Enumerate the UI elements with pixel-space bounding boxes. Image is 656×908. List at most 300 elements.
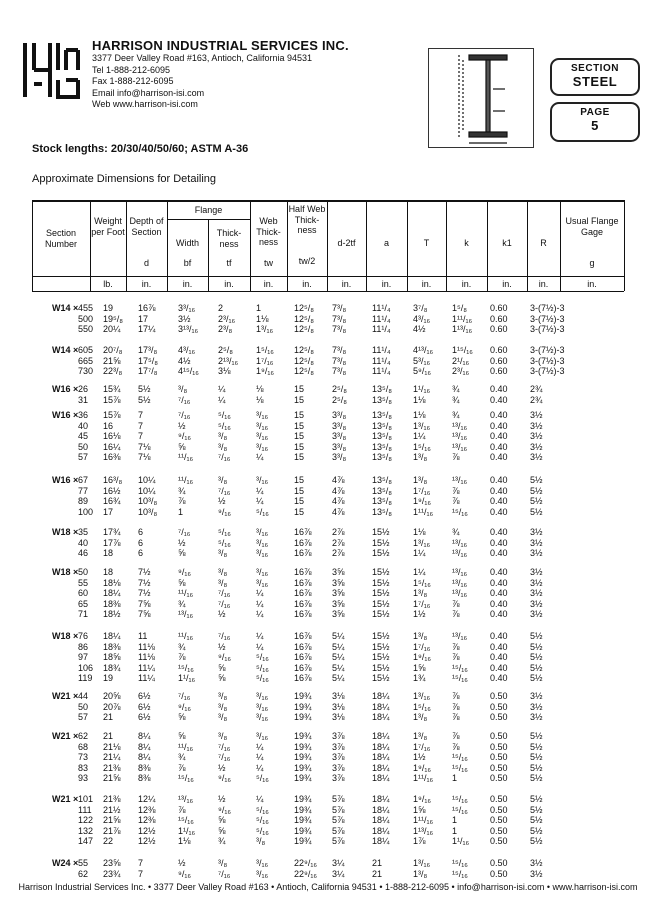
- table-cell: ³/₁₆: [256, 537, 269, 548]
- table-cell: 5⅞: [332, 825, 345, 836]
- table-cell: 0.50: [490, 731, 508, 741]
- table-cell: 0.50: [490, 825, 508, 836]
- table-cell: 1⅝: [413, 662, 426, 673]
- table-cell: 1¹/₁₆: [178, 673, 196, 684]
- stock-lengths: Stock lengths: 20/30/40/50/60; ASTM A-36: [32, 143, 249, 155]
- table-cell: ½: [218, 609, 226, 620]
- table-cell: 8⅜: [138, 762, 151, 773]
- table-cell: 15: [294, 420, 305, 431]
- table-cell: 17³/₈: [138, 345, 158, 355]
- table-cell: 5½: [138, 394, 151, 405]
- table-cell: 20¼: [103, 324, 121, 335]
- table-cell: 21½: [103, 804, 121, 815]
- table-row: [32, 356, 632, 367]
- table-cell: 1³/₁₆: [256, 324, 274, 335]
- table-cell: 16: [103, 420, 114, 431]
- table-cell: ³/₁₆: [256, 691, 269, 701]
- table-cell: 5½: [530, 631, 543, 641]
- table-cell: 13⁵/₈: [372, 394, 392, 405]
- table-row: [32, 652, 632, 663]
- table-cell: 11⅛: [138, 641, 155, 652]
- section-number: W18 ×: [52, 567, 79, 577]
- table-cell: ³/₈: [256, 836, 266, 847]
- table-cell: 5½: [530, 506, 543, 517]
- table-cell: ³/₈: [218, 691, 228, 701]
- table-cell: 5¼: [332, 652, 345, 663]
- table-cell: ³/₁₆: [256, 567, 269, 577]
- table-cell: 18¼: [372, 731, 390, 741]
- table-cell: ⁹/₁₆: [218, 804, 232, 815]
- section-tag-value: STEEL: [572, 74, 618, 89]
- table-cell: ⁵/₁₆: [218, 420, 231, 431]
- table-cell: ¼: [256, 752, 264, 763]
- table-cell: 3³/₈: [332, 431, 347, 442]
- table-cell: ⅞: [452, 598, 460, 609]
- table-cell: 1⁵/₈: [452, 303, 467, 313]
- company-web[interactable]: Web www.harrison-isi.com: [92, 99, 198, 109]
- table-cell: 7⅝: [138, 598, 151, 609]
- table-cell: 18¼: [372, 712, 390, 723]
- table-cell: ⁷/₁₆: [178, 394, 191, 405]
- table-cell: 7⅝: [138, 609, 151, 620]
- header-depth: Depth of Section: [129, 216, 164, 237]
- table-cell: ¾: [452, 394, 460, 405]
- table-cell: 16⅞: [294, 577, 312, 588]
- table-cell: ¹⁵/₁₆: [452, 762, 468, 773]
- table-cell: 6½: [138, 691, 151, 701]
- table-cell: 5½: [530, 804, 543, 815]
- table-cell: ⁹/₁₆: [178, 701, 192, 712]
- table-cell: 18½: [103, 609, 121, 620]
- table-cell: 6: [138, 527, 144, 537]
- table-cell: ¼: [256, 641, 264, 652]
- table-cell: 11¹/₄: [372, 324, 391, 335]
- company-address: 3377 Deer Valley Road #163, Antioch, California 94531: [92, 53, 312, 63]
- table-cell: ⁹/₁₆: [178, 868, 192, 879]
- table-cell: 3½: [530, 701, 543, 712]
- table-cell: ³/₁₆: [256, 712, 269, 723]
- table-cell: 0.60: [490, 313, 508, 324]
- table-cell: ⅞: [178, 762, 186, 773]
- table-cell: 21: [372, 868, 383, 879]
- table-cell: ¹³/₁₆: [452, 431, 468, 442]
- table-cell: 8¼: [138, 752, 151, 763]
- table-cell: 13⁵/₈: [372, 452, 392, 463]
- table-cell: 13⁵/₈: [372, 496, 392, 507]
- table-cell: 21⅜: [103, 794, 121, 804]
- table-row: [32, 731, 632, 742]
- unit-cell: in.: [182, 279, 193, 289]
- header-web: Web Thick-ness: [256, 216, 281, 247]
- table-cell: 730: [78, 366, 94, 377]
- table-cell: ¾: [452, 410, 460, 420]
- table-cell: 16⅞: [294, 527, 312, 537]
- table-cell: ⁵/₁₆: [218, 410, 231, 420]
- table-cell: 1⁵/₁₆: [413, 577, 431, 588]
- table-cell: 3⅞: [332, 773, 345, 784]
- header-divider: [32, 276, 624, 277]
- table-cell: 71: [78, 609, 89, 620]
- table-cell: 3-(7½)-3: [530, 313, 565, 324]
- table-cell: 19⁵/₈: [103, 313, 123, 324]
- table-cell: 4⅞: [332, 496, 345, 507]
- table-cell: 3½: [530, 691, 543, 701]
- table-cell: 12½: [138, 836, 156, 847]
- table-cell: ¹¹/₁₆: [178, 475, 194, 485]
- table-cell: 21⅝: [103, 815, 121, 826]
- table-cell: ³/₈: [218, 577, 228, 588]
- table-row: [32, 345, 632, 356]
- table-cell: ¹⁵/₁₆: [178, 815, 194, 826]
- table-cell: 0.40: [490, 441, 508, 452]
- table-cell: 0.40: [490, 410, 508, 420]
- table-cell: ¹³/₁₆: [452, 548, 468, 559]
- section-number: W18 ×: [52, 527, 79, 537]
- table-cell: 1³/₁₆: [413, 537, 431, 548]
- table-cell: 12⁵/₈: [294, 366, 314, 377]
- table-cell: 3⅞: [332, 731, 345, 741]
- table-cell: 2⅞: [332, 548, 345, 559]
- table-cell: 18¼: [372, 691, 390, 701]
- table-cell: 3³/₈: [332, 452, 347, 463]
- table-cell: ⁵/₁₆: [256, 662, 269, 673]
- table-subtitle: Approximate Dimensions for Detailing: [32, 173, 217, 185]
- table-cell: 15½: [372, 631, 390, 641]
- table-cell: 5½: [530, 652, 543, 663]
- table-cell: ³/₁₆: [256, 731, 269, 741]
- table-cell: 3½: [530, 420, 543, 431]
- unit-cell: in.: [502, 279, 512, 289]
- table-cell: 13⁵/₈: [372, 506, 392, 517]
- table-cell: ³/₈: [218, 475, 228, 485]
- table-cell: 18⅜: [103, 598, 121, 609]
- table-cell: 10³/₈: [138, 496, 158, 507]
- table-cell: 19¾: [294, 741, 312, 752]
- table-cell: 1³/₁₆: [413, 691, 431, 701]
- table-cell: 100: [78, 506, 94, 517]
- table-cell: 3½: [530, 577, 543, 588]
- table-cell: 101: [78, 794, 94, 804]
- table-cell: 17: [103, 506, 114, 517]
- company-fax: Fax 1-888-212-6095: [92, 76, 174, 86]
- table-cell: 147: [78, 836, 94, 847]
- table-cell: 18¼: [372, 762, 390, 773]
- table-cell: 7: [138, 868, 144, 879]
- unit-cell: lb.: [103, 279, 113, 289]
- table-cell: 73: [78, 752, 89, 763]
- table-cell: 13⁵/₈: [372, 485, 392, 496]
- table-cell: 4³/₁₆: [178, 345, 196, 355]
- table-cell: 1⅞: [413, 836, 426, 847]
- table-cell: ⁹/₁₆: [218, 506, 232, 517]
- table-cell: ⅛: [256, 394, 264, 405]
- col-rule: [624, 200, 625, 291]
- table-cell: 26: [78, 384, 89, 394]
- table-cell: 16⅞: [294, 641, 312, 652]
- table-cell: 8¼: [138, 741, 151, 752]
- table-cell: ⁵/₁₆: [256, 506, 269, 517]
- table-cell: 3⅝: [332, 609, 345, 620]
- table-cell: 1½: [413, 752, 426, 763]
- table-cell: ¼: [256, 588, 264, 599]
- table-cell: ⅞: [452, 652, 460, 663]
- table-row: [32, 442, 632, 453]
- table-cell: 7⅛: [138, 441, 151, 452]
- table-cell: ¹³/₁₆: [452, 441, 468, 452]
- table-cell: 3⅛: [218, 366, 231, 377]
- table-cell: 18¼: [103, 631, 121, 641]
- table-cell: 5½: [530, 662, 543, 673]
- table-cell: ¹⁵/₁₆: [452, 752, 468, 763]
- col-rule: [90, 200, 91, 291]
- table-cell: ¹⁵/₁₆: [452, 506, 468, 517]
- table-cell: ¼: [218, 394, 226, 405]
- table-cell: ³/₁₆: [256, 420, 269, 431]
- table-cell: 55: [78, 577, 89, 588]
- table-cell: ³/₈: [218, 858, 228, 868]
- table-cell: 106: [78, 662, 94, 673]
- table-cell: 86: [78, 641, 89, 652]
- table-cell: 3-(7½)-3: [530, 345, 565, 355]
- table-cell: 0.40: [490, 475, 508, 485]
- page-footer: Harrison Industrial Services Inc. • 3377 Deer Valley Road #163 • Antioch, California 94531 • 1-888-212-6095 • info@harrison-isi.com • www.harrison-isi.com: [18, 882, 638, 892]
- table-cell: 13⁵/₈: [372, 420, 392, 431]
- table-cell: ³/₁₆: [256, 410, 269, 420]
- table-cell: 7: [138, 410, 144, 420]
- table-cell: 0.60: [490, 345, 508, 355]
- header-d2t: d-2tf: [337, 238, 356, 248]
- table-cell: 3³/₈: [332, 420, 347, 431]
- table-cell: ¼: [256, 631, 264, 641]
- table-cell: ⅞: [452, 701, 460, 712]
- table-cell: 7½: [138, 577, 151, 588]
- units-divider: [32, 291, 624, 292]
- table-cell: 1³/₈: [413, 712, 428, 723]
- table-cell: ¹⁵/₁₆: [452, 868, 468, 879]
- table-cell: 1¹/₁₆: [413, 384, 431, 394]
- table-cell: 3-(7½)-3: [530, 366, 565, 377]
- table-row: [32, 752, 632, 763]
- table-cell: 0.40: [490, 394, 508, 405]
- table-cell: ³/₈: [218, 567, 228, 577]
- table-cell: 17⁷/₈: [138, 366, 158, 377]
- table-cell: 16³/₈: [103, 475, 123, 485]
- table-cell: 3⅛: [332, 701, 345, 712]
- table-cell: 12⁵/₈: [294, 355, 314, 366]
- table-row: [32, 815, 632, 826]
- table-cell: 62: [78, 731, 89, 741]
- table-cell: 0.40: [490, 527, 508, 537]
- table-cell: ³/₈: [218, 431, 228, 442]
- table-cell: 0.60: [490, 324, 508, 335]
- table-cell: 1¹⁵/₁₆: [452, 345, 473, 355]
- table-cell: 5½: [530, 794, 543, 804]
- table-cell: 11¹/₄: [372, 366, 391, 377]
- table-cell: ³/₁₆: [256, 527, 269, 537]
- table-cell: 16⅞: [294, 652, 312, 663]
- table-cell: ½: [218, 762, 226, 773]
- section-number: W24 ×: [52, 858, 79, 868]
- table-cell: ³/₁₆: [256, 475, 269, 485]
- table-cell: 16¾: [103, 496, 121, 507]
- table-cell: 4⅞: [332, 475, 345, 485]
- table-cell: ¼: [256, 485, 264, 496]
- table-cell: 93: [78, 773, 89, 784]
- table-cell: ⁵/₁₆: [256, 825, 269, 836]
- table-cell: ⅝: [218, 825, 226, 836]
- table-cell: 3½: [530, 537, 543, 548]
- table-cell: ¹¹/₁₆: [178, 631, 194, 641]
- table-cell: 15⅞: [103, 394, 121, 405]
- company-email[interactable]: Email info@harrison-isi.com: [92, 87, 205, 98]
- table-cell: ³/₈: [218, 712, 228, 723]
- table-cell: 19¾: [294, 691, 312, 701]
- table-cell: 6½: [138, 701, 151, 712]
- table-cell: 15½: [372, 662, 390, 673]
- table-cell: ³/₁₆: [256, 441, 269, 452]
- header-web-symbol: tw: [264, 258, 273, 268]
- table-row: [32, 303, 632, 314]
- table-cell: 18¼: [372, 773, 390, 784]
- table-cell: 1⁹/₁₆: [413, 496, 432, 507]
- table-row: [32, 486, 632, 497]
- table-row: [32, 836, 632, 847]
- table-cell: 18⅜: [103, 641, 121, 652]
- table-cell: ¹³/₁₆: [452, 567, 468, 577]
- table-cell: 17¼: [138, 324, 156, 335]
- table-cell: 21⅝: [103, 355, 121, 366]
- header-weight: Weight per Foot: [91, 216, 125, 237]
- table-cell: 18¼: [372, 836, 390, 847]
- table-cell: ⅝: [178, 731, 186, 741]
- table-cell: 17⁵/₈: [138, 355, 158, 366]
- table-cell: ¾: [452, 527, 460, 537]
- table-row: [32, 826, 632, 837]
- table-row: [32, 609, 632, 620]
- table-cell: 2¹³/₁₆: [218, 355, 239, 366]
- table-cell: 11¹/₄: [372, 355, 391, 366]
- table-cell: 2¾: [530, 384, 543, 394]
- table-cell: 0.40: [490, 485, 508, 496]
- table-cell: ⁷/₁₆: [218, 631, 231, 641]
- table-cell: 2³/₁₆: [218, 313, 236, 324]
- table-cell: ³/₁₆: [256, 868, 269, 879]
- table-row: [32, 496, 632, 507]
- table-cell: 4½: [178, 355, 191, 366]
- table-cell: 11⅛: [138, 652, 155, 663]
- table-cell: 0.40: [490, 506, 508, 517]
- table-cell: 1⅛: [178, 836, 191, 847]
- table-cell: ¾: [178, 641, 186, 652]
- table-cell: 2⁵/₈: [332, 384, 347, 394]
- table-cell: ½: [218, 794, 226, 804]
- table-cell: ³/₈: [218, 441, 228, 452]
- table-cell: 21: [372, 858, 383, 868]
- table-cell: 3½: [530, 567, 543, 577]
- table-cell: 7⅛: [138, 452, 151, 463]
- table-cell: 1⁹/₁₆: [413, 652, 432, 663]
- table-cell: 12¼: [138, 794, 156, 804]
- table-cell: ⁹/₁₆: [178, 567, 192, 577]
- table-row: [32, 631, 632, 642]
- table-cell: 5⁹/₁₆: [413, 366, 432, 377]
- table-cell: ⁵/₁₆: [256, 815, 269, 826]
- table-cell: 0.50: [490, 794, 508, 804]
- table-cell: 15½: [372, 598, 390, 609]
- table-cell: 16½: [103, 485, 121, 496]
- table-cell: ⅛: [256, 384, 264, 394]
- unit-cell: in.: [381, 279, 392, 289]
- table-cell: 77: [78, 485, 89, 496]
- table-cell: ⁷/₁₆: [218, 752, 231, 763]
- table-cell: 1⁷/₁₆: [413, 598, 431, 609]
- table-cell: ⅞: [452, 485, 460, 496]
- table-cell: 2³/₈: [218, 324, 233, 335]
- table-cell: 0.40: [490, 662, 508, 673]
- table-cell: 15½: [372, 609, 390, 620]
- table-cell: ¾: [178, 752, 186, 763]
- table-cell: ¹³/₁₆: [452, 420, 468, 431]
- table-cell: 23¾: [103, 868, 121, 879]
- table-cell: 44: [78, 691, 89, 701]
- table-cell: ½: [218, 641, 226, 652]
- table-cell: 19¾: [294, 731, 312, 741]
- table-cell: ¹¹/₁₆: [178, 588, 194, 599]
- table-cell: 5½: [138, 384, 151, 394]
- table-row: [32, 421, 632, 432]
- header-width: Width: [175, 238, 199, 248]
- table-top-rule: [32, 200, 624, 202]
- table-cell: 0.50: [490, 691, 508, 701]
- company-name: HARRISON INDUSTRIAL SERVICES INC.: [92, 38, 349, 53]
- table-cell: 500: [78, 313, 94, 324]
- table-cell: ¹⁵/₁₆: [452, 858, 468, 868]
- table-cell: ¹⁵/₁₆: [178, 773, 194, 784]
- header-T: T: [423, 238, 430, 248]
- table-cell: 18¼: [103, 588, 121, 599]
- table-cell: ³/₁₆: [256, 577, 269, 588]
- table-cell: 19¾: [294, 794, 312, 804]
- company-logo: [20, 40, 82, 100]
- table-row: [32, 314, 632, 325]
- table-cell: 20⁷/₈: [103, 345, 123, 355]
- table-cell: 0.50: [490, 836, 508, 847]
- header-section: Section Number: [44, 228, 77, 249]
- table-row: [32, 663, 632, 674]
- table-cell: ⅝: [218, 673, 226, 684]
- table-cell: 2¹/₁₆: [452, 355, 470, 366]
- table-cell: 45: [78, 431, 89, 442]
- table-cell: 35: [78, 527, 89, 537]
- table-cell: ⅝: [218, 815, 226, 826]
- table-cell: 21¼: [103, 752, 121, 763]
- table-cell: ¹³/₁₆: [452, 577, 468, 588]
- table-cell: 5¼: [332, 641, 345, 652]
- table-cell: 1: [452, 773, 458, 784]
- table-cell: 1¼: [413, 431, 426, 442]
- table-cell: 46: [78, 548, 89, 559]
- table-cell: 18: [103, 548, 114, 559]
- table-cell: ⅝: [178, 548, 186, 559]
- table-row: [32, 538, 632, 549]
- table-cell: 22⁹/₁₆: [294, 858, 318, 868]
- table-cell: 18¾: [103, 662, 121, 673]
- col-rule: [560, 200, 561, 291]
- section-number: W16 ×: [52, 410, 79, 420]
- unit-cell: in.: [461, 279, 472, 289]
- table-cell: 4⅞: [332, 506, 345, 517]
- table-cell: 1⁵/₁₆: [413, 441, 431, 452]
